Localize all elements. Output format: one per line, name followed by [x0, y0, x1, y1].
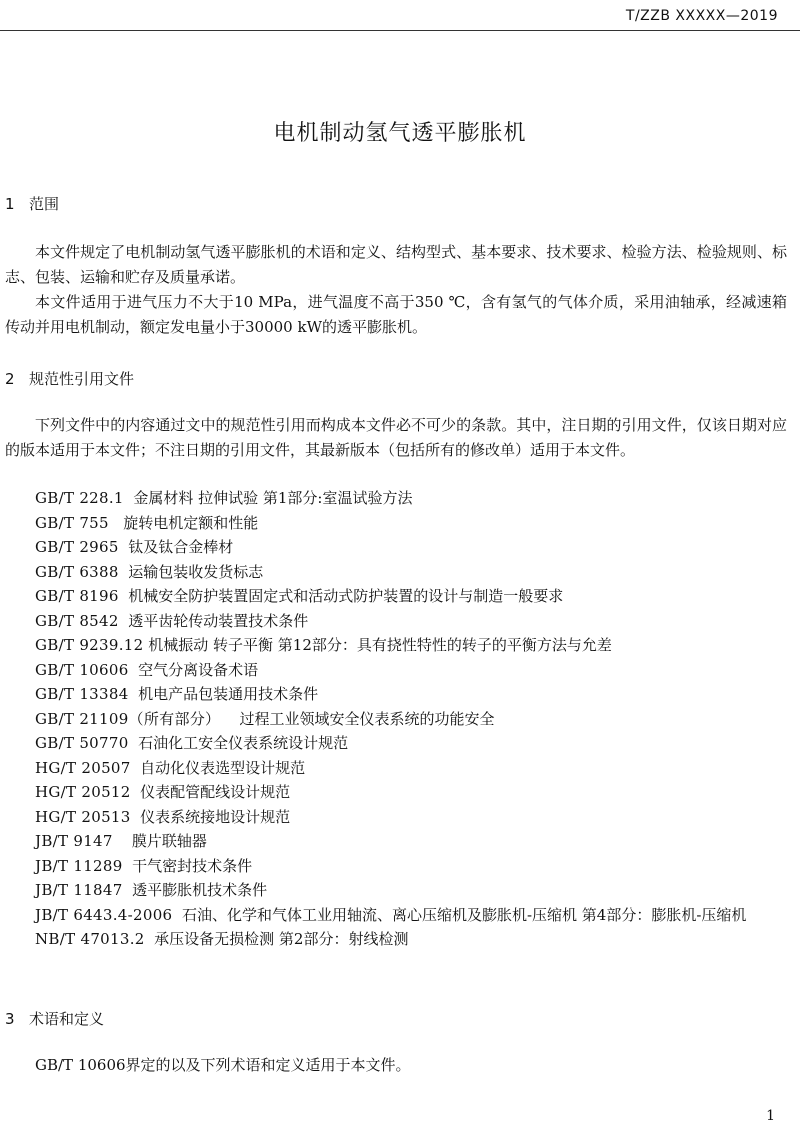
- references-intro-paragraph: 下列文件中的内容通过文中的规范性引用而构成本文件必不可少的条款。其中，注日期的引用文件，仅该日期对应的版本适用于本文件；不注日期的引用文件，其最新版本（包括所有的修改单）适用于本文件。: [5, 416, 787, 459]
- section-title: 术语和定义: [29, 1010, 105, 1028]
- reference-title: 运输包装收发货标志: [128, 562, 264, 581]
- reference-code: GB/T 9239.12: [35, 636, 144, 654]
- scope-paragraph: 本文件适用于进气压力不大于10 MPa，进气温度不高于350 ℃，含有氢气的气体介质，采用油轴承，经减速箱传动并用电机制动，额定发电量小于30000 kW的透平膨胀机。: [5, 293, 787, 336]
- section-number: 3: [5, 1010, 15, 1028]
- reference-code: HG/T 20513: [35, 807, 131, 826]
- reference-item: [5, 878, 787, 903]
- reference-title: 机械振动 转子平衡 第12部分：具有挠性特性的转子的平衡方法与允差: [148, 636, 612, 654]
- scope-paragraph: 本文件规定了电机制动氢气透平膨胀机的术语和定义、结构型式、基本要求、技术要求、检验方法、检验规则、标志、包装、运输和贮存及质量承诺。: [5, 243, 787, 286]
- document-title: 电机制动氢气透平膨胀机: [273, 121, 527, 146]
- reference-item: [5, 927, 787, 952]
- reference-code: GB/T 8196: [35, 587, 119, 605]
- section-heading-scope: [5, 193, 59, 214]
- reference-item: [5, 854, 787, 879]
- reference-item: [5, 707, 787, 732]
- reference-code: GB/T 228.1: [35, 489, 124, 507]
- reference-item: [5, 535, 787, 560]
- reference-title: 过程工业领域安全仪表系统的功能安全: [239, 709, 495, 728]
- reference-title: 机械安全防护装置固定式和活动式防护装置的设计与制造一般要求: [128, 587, 564, 605]
- reference-item: [5, 903, 787, 928]
- reference-code: GB/T 13384: [35, 685, 129, 703]
- reference-item: [5, 511, 787, 536]
- section-title: 范围: [29, 195, 60, 213]
- reference-title: 钛及钛合金棒材: [128, 538, 234, 556]
- reference-item: [5, 829, 787, 854]
- section-number: 2: [5, 370, 15, 388]
- reference-code: GB/T 10606: [35, 660, 129, 679]
- reference-code: GB/T 755: [35, 513, 109, 532]
- reference-title: 仪表配管配线设计规范: [140, 783, 291, 801]
- reference-code: GB/T 6388: [35, 562, 119, 581]
- reference-item: [5, 731, 787, 756]
- reference-title: 机电产品包装通用技术条件: [138, 685, 319, 703]
- reference-title: 仪表系统接地设计规范: [140, 807, 291, 826]
- reference-item: [5, 584, 787, 609]
- reference-title: 承压设备无损检测 第2部分：射线检测: [154, 930, 409, 948]
- reference-title: 干气密封技术条件: [132, 856, 253, 875]
- reference-title: 旋转电机定额和性能: [123, 513, 259, 532]
- page-number: 1: [766, 1108, 775, 1124]
- reference-item: [5, 560, 787, 585]
- reference-item: [5, 609, 787, 634]
- reference-title: 透平齿轮传动装置技术条件: [128, 611, 309, 630]
- reference-item: [5, 633, 787, 658]
- reference-item: [5, 805, 787, 830]
- reference-title: 空气分离设备术语: [138, 660, 259, 679]
- header-divider: [0, 30, 800, 31]
- reference-code: JB/T 11289: [35, 856, 123, 875]
- reference-title: 膜片联轴器: [131, 832, 207, 850]
- reference-list: [5, 486, 787, 952]
- reference-code: HG/T 20512: [35, 783, 131, 801]
- reference-title: 透平膨胀机技术条件: [132, 881, 268, 899]
- reference-item: [5, 780, 787, 805]
- reference-title: 石油化工安全仪表系统设计规范: [138, 734, 349, 752]
- section-heading-normative-references: [5, 368, 134, 389]
- reference-code: HG/T 20507: [35, 758, 131, 777]
- reference-code: JB/T 6443.4-2006: [35, 905, 173, 924]
- reference-code: NB/T 47013.2: [35, 930, 145, 948]
- document-code: T/ZZB XXXXX—2019: [625, 8, 778, 24]
- reference-title: 金属材料 拉伸试验 第1部分:室温试验方法: [133, 489, 413, 507]
- reference-title: 石油、化学和气体工业用轴流、离心压缩机及膨胀机-压缩机 第4部分：膨胀机-压缩机: [181, 905, 747, 924]
- terms-paragraph: GB/T 10606界定的以及下列术语和定义适用于本文件。: [35, 1056, 411, 1074]
- reference-code: GB/T 8542: [35, 611, 119, 630]
- reference-item: [5, 486, 787, 511]
- reference-item: [5, 658, 787, 683]
- reference-title: 自动化仪表选型设计规范: [140, 758, 306, 777]
- reference-code: GB/T 2965: [35, 538, 119, 556]
- reference-item: [5, 756, 787, 781]
- reference-item: [5, 682, 787, 707]
- section-title: 规范性引用文件: [29, 370, 135, 388]
- reference-code: GB/T 50770: [35, 734, 129, 752]
- reference-code: JB/T 9147: [35, 832, 113, 850]
- section-heading-terms-definitions: [5, 1008, 104, 1029]
- section-number: 1: [5, 195, 15, 213]
- reference-code: GB/T 21109（所有部分）: [35, 709, 221, 728]
- reference-code: JB/T 11847: [35, 881, 123, 899]
